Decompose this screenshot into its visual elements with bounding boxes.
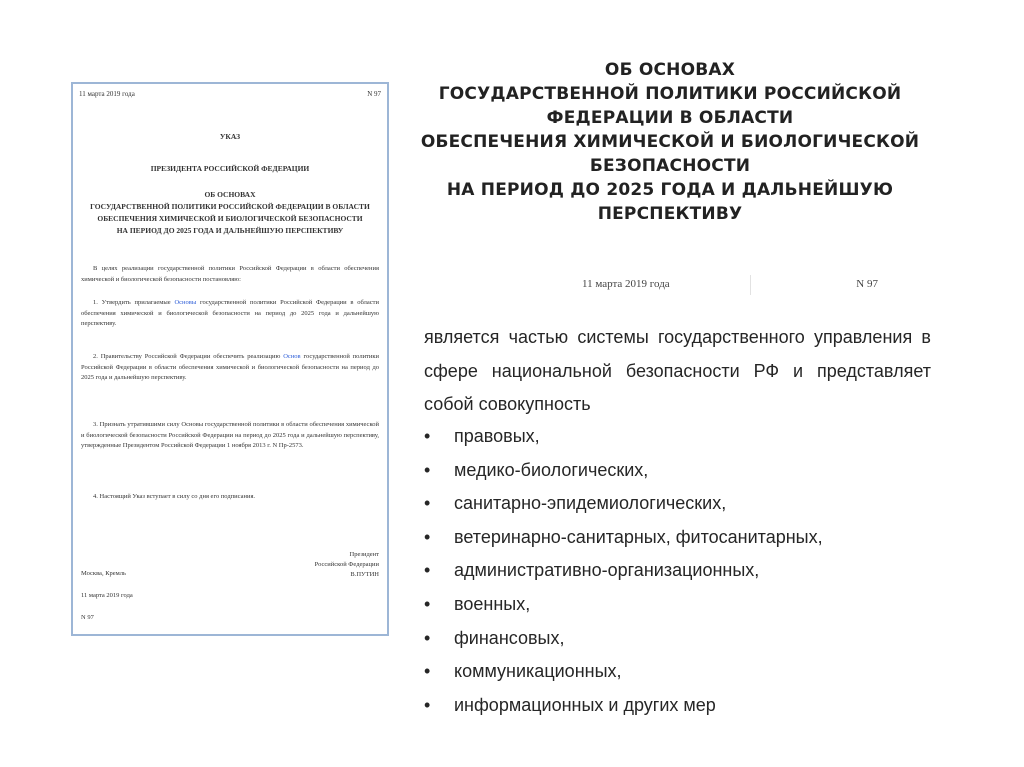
title-line: ПЕРСПЕКТИВУ (597, 204, 743, 224)
decree-signature (289, 550, 379, 580)
list-item-text: санитарно-эпидемиологических, (454, 493, 727, 514)
bullet-icon: • (424, 560, 431, 581)
list-item (424, 689, 944, 723)
meta-divider (750, 275, 751, 295)
decree-item-2-rest: государственной политики Российской Федерации в области обеспечения химической и биологической безопасности на период до 2025 года и дальнейшую перспективу. (81, 353, 379, 381)
decree-title-line: ОБЕСПЕЧЕНИЯ ХИМИЧЕСКОЙ И БИОЛОГИЧЕСКОЙ БЕЗОПАСНОСТИ (97, 214, 363, 223)
signature-line: В.ПУТИН (350, 571, 379, 578)
list-item-text: военных, (454, 593, 531, 614)
list-item (424, 655, 944, 689)
bullet-icon: • (424, 493, 431, 514)
decree-document (71, 82, 389, 636)
decree-footer-number: N 97 (81, 614, 94, 621)
decree-place: Москва, Кремль (81, 570, 126, 577)
decree-title-ukaz: УКАЗ (219, 132, 241, 141)
list-item (424, 454, 944, 488)
measures-list (424, 420, 944, 722)
list-item (424, 622, 944, 656)
signature-line: Президент (349, 551, 379, 558)
list-item (424, 420, 944, 454)
decree-title-president: ПРЕЗИДЕНТА РОССИЙСКОЙ ФЕДЕРАЦИИ (150, 164, 310, 173)
decree-item-2-text: 2. Правительству Российской Федерации обеспечить реализацию (93, 353, 284, 360)
decree-item-1 (81, 298, 379, 330)
title-line: ОБЕСПЕЧЕНИЯ ХИМИЧЕСКОЙ И БИОЛОГИЧЕСКОЙ (420, 132, 920, 152)
list-item-text: информационных и других мер (454, 694, 716, 715)
decree-date: 11 марта 2019 года (79, 90, 135, 98)
osnovy-link[interactable]: Основы (174, 299, 197, 306)
osnov-link[interactable]: Основ (283, 353, 301, 360)
list-item (424, 588, 944, 622)
bullet-icon: • (424, 459, 431, 480)
list-item (424, 521, 944, 555)
decree-header (79, 90, 381, 98)
list-item-text: правовых, (454, 426, 540, 446)
meta-number: N 97 (856, 278, 878, 290)
decree-item-2 (81, 352, 379, 384)
title-line: ГОСУДАРСТВЕННОЙ ПОЛИТИКИ РОССИЙСКОЙ (438, 84, 902, 104)
decree-meta-row (582, 275, 884, 295)
decree-item-4: 4. Настоящий Указ вступает в силу со дня его подписания. (93, 493, 256, 500)
list-item-text: административно-организационных, (454, 560, 760, 581)
decree-item-3: 3. Признать утратившими силу Основы государственной политики в области обеспечения химической и биологической безопасности Российской Федерации на период до 2025 года и дальнейшую перспективу, утвержденные Президентом Российской Федерации 1 ноября 2013 г. N Пр-2573. (81, 421, 379, 449)
decree-preamble: В целях реализации государственной политики Российской Федерации в области обеспечения химической и биологической безопасности постановляю: (81, 265, 379, 283)
intro-paragraph: является частью системы государственного управления в сфере национальной безопасности РФ и представляет собой совокупность (424, 327, 931, 414)
decree-number: N 97 (367, 90, 381, 98)
meta-date: 11 марта 2019 года (582, 278, 670, 290)
bullet-icon: • (424, 593, 431, 614)
list-item-text: финансовых, (454, 627, 565, 648)
decree-item-1-rest: государственной политики Российской Федерации в области обеспечения химической и биологической безопасности на период до 2025 года и дальнейшую перспективу. (81, 299, 379, 327)
title-line: ОБ ОСНОВАХ (604, 60, 736, 80)
list-item-text: ветеринарно-санитарных, фитосанитарных, (454, 526, 823, 547)
list-item-text: коммуникационных, (454, 661, 622, 682)
title-line: НА ПЕРИОД ДО 2025 ГОДА И ДАЛЬНЕЙШУЮ (446, 180, 894, 200)
decree-item-1-text: 1. Утвердить прилагаемые (93, 299, 175, 306)
decree-footer-date: 11 марта 2019 года (81, 592, 133, 599)
bullet-icon: • (424, 694, 431, 715)
decree-title-line: ОБ ОСНОВАХ (204, 190, 256, 199)
bullet-icon: • (424, 426, 431, 446)
bullet-icon: • (424, 526, 431, 547)
decree-title-line: ГОСУДАРСТВЕННОЙ ПОЛИТИКИ РОССИЙСКОЙ ФЕДЕРАЦИИ В ОБЛАСТИ (90, 202, 370, 211)
page-title (410, 58, 930, 226)
list-item-text: медико-биологических, (454, 459, 649, 480)
list-item (424, 554, 944, 588)
signature-line: Российской Федерации (314, 561, 379, 568)
title-line: БЕЗОПАСНОСТИ (589, 156, 751, 176)
decree-title-line: НА ПЕРИОД ДО 2025 ГОДА И ДАЛЬНЕЙШУЮ ПЕРСПЕКТИВУ (116, 226, 344, 235)
bullet-icon: • (424, 661, 431, 682)
list-item (424, 487, 944, 521)
title-line: ФЕДЕРАЦИИ В ОБЛАСТИ (546, 108, 794, 128)
bullet-icon: • (424, 627, 431, 648)
